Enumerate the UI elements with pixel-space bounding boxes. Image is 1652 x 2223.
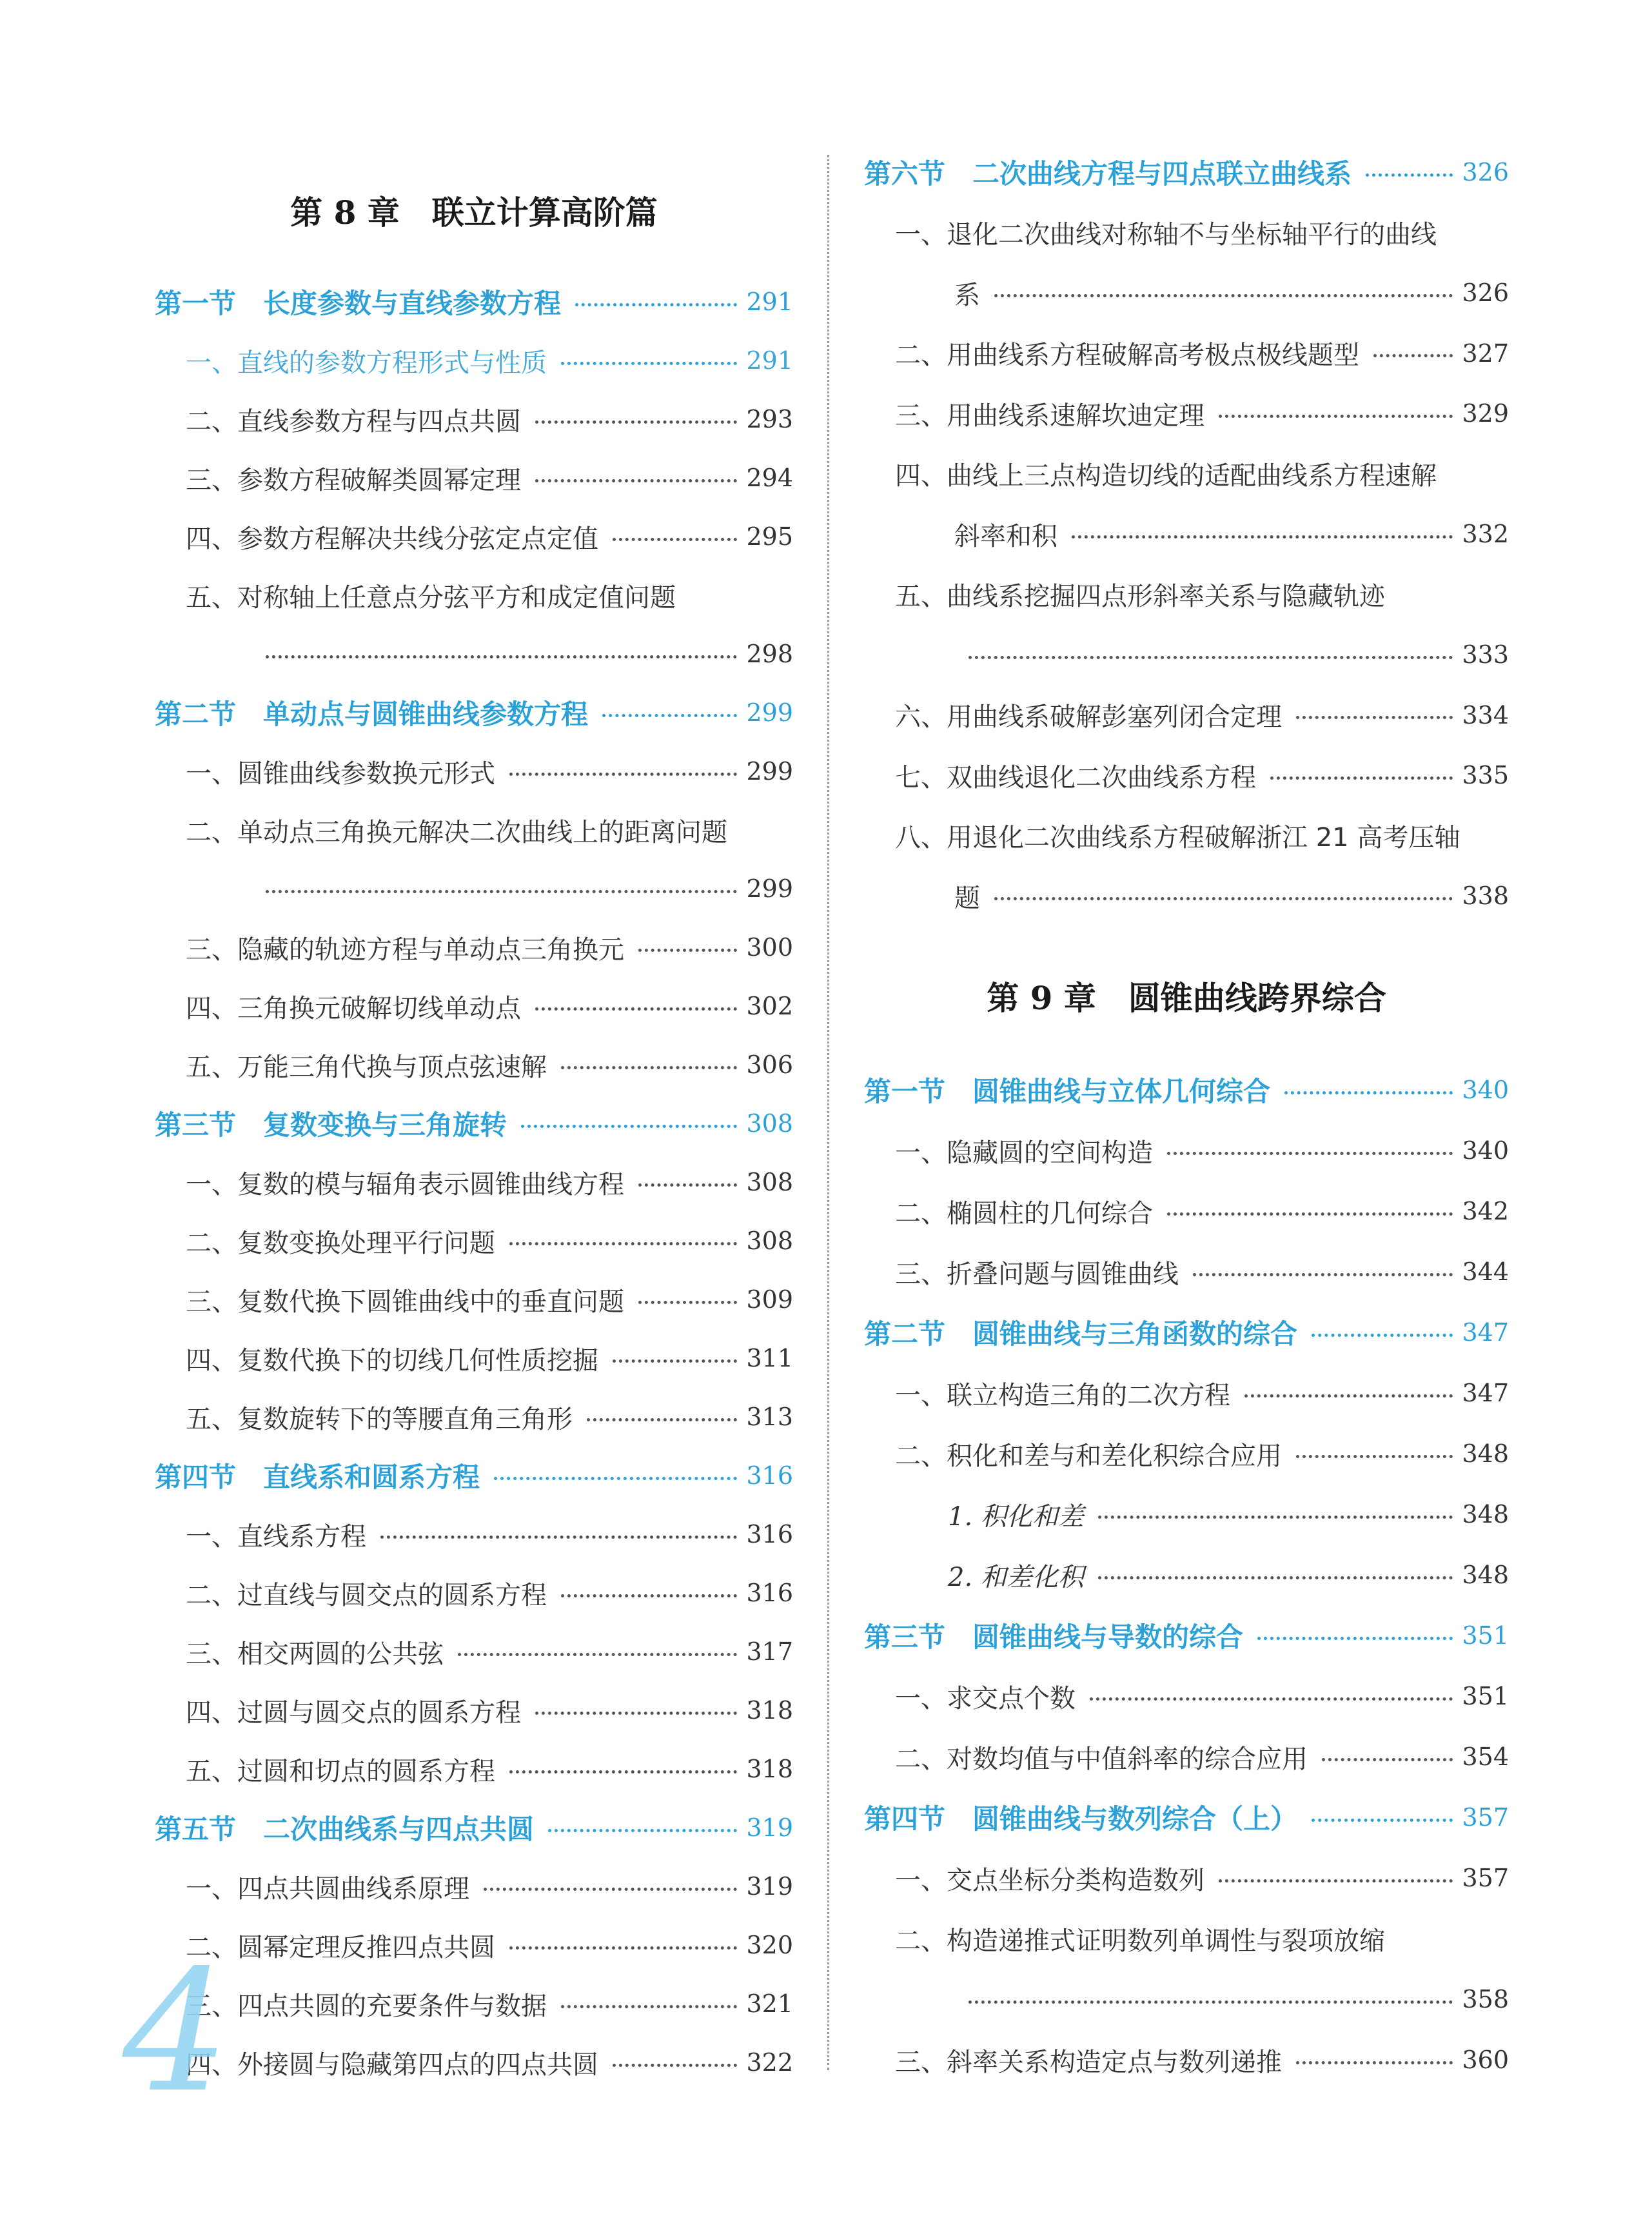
toc-page-number: 348 xyxy=(1462,1439,1509,1468)
toc-page-number: 316 xyxy=(746,1520,793,1548)
toc-entry-row[interactable] xyxy=(155,397,793,442)
toc-page-number: 342 xyxy=(1462,1197,1509,1225)
toc-entry-title: 三、参数方程破解类圆幂定理 xyxy=(186,465,521,495)
toc-entry-row[interactable] xyxy=(155,1512,793,1557)
toc-page-number: 302 xyxy=(746,992,793,1020)
dot-leader xyxy=(1098,1516,1453,1519)
toc-entry-title: 第三节 复数变换与三角旋转 xyxy=(155,1109,507,1141)
toc-section-row[interactable] xyxy=(155,1101,793,1146)
toc-entry-title: 一、求交点个数 xyxy=(895,1683,1076,1714)
dot-leader xyxy=(969,656,1453,659)
dot-leader xyxy=(1257,1637,1453,1640)
toc-entry-row[interactable] xyxy=(864,1855,1509,1901)
toc-page-number: 316 xyxy=(746,1579,793,1607)
toc-entry-title: 一、联立构造三角的二次方程 xyxy=(895,1380,1230,1410)
toc-entry-title: 一、四点共圆曲线系原理 xyxy=(186,1873,469,1904)
toc-section-row[interactable] xyxy=(155,1805,793,1850)
toc-entry-row[interactable] xyxy=(864,1249,1509,1294)
toc-page-number: 321 xyxy=(746,1990,793,2018)
toc-page-number: 316 xyxy=(746,1461,793,1490)
toc-entry-title: 四、复数代换下的切线几何性质挖掘 xyxy=(186,1345,598,1376)
dot-leader xyxy=(1270,776,1453,780)
toc-entry-row[interactable] xyxy=(155,1570,793,1615)
toc-entry-row[interactable] xyxy=(864,391,1509,436)
toc-page-number: 295 xyxy=(746,522,793,551)
toc-entry-title: 四、过圆与圆交点的圆系方程 xyxy=(186,1697,521,1728)
toc-entry-row[interactable] xyxy=(864,693,1509,738)
dot-leader xyxy=(1244,1394,1453,1398)
toc-entry-row[interactable] xyxy=(155,1394,793,1439)
dot-leader xyxy=(266,890,737,893)
toc-page-number: 300 xyxy=(746,933,793,962)
dot-leader xyxy=(1167,1152,1453,1155)
dot-leader xyxy=(1219,415,1453,418)
toc-page-number: 327 xyxy=(1462,339,1509,368)
dot-leader xyxy=(535,479,737,482)
toc-entry-title: 一、复数的模与辐角表示圆锥曲线方程 xyxy=(186,1169,624,1200)
toc-entry-row[interactable] xyxy=(155,573,793,618)
toc-entry-row[interactable] xyxy=(864,1977,1509,2022)
toc-entry-title: 三、斜率关系构造定点与数列递推 xyxy=(895,2047,1282,2077)
dot-leader xyxy=(458,1653,737,1656)
toc-page-number: 299 xyxy=(746,874,793,903)
toc-entry-row[interactable] xyxy=(155,2040,793,2085)
toc-entry-row[interactable] xyxy=(864,813,1509,858)
toc-entry-title: 六、用曲线系破解彭塞列闭合定理 xyxy=(895,702,1282,732)
toc-section-row[interactable] xyxy=(155,690,793,735)
dot-leader xyxy=(638,1301,737,1304)
toc-entry-title: 四、曲线上三点构造切线的适配曲线系方程速解 xyxy=(895,461,1437,491)
toc-page-number: 348 xyxy=(1462,1500,1509,1528)
dot-leader xyxy=(1072,535,1453,538)
toc-entry-row[interactable] xyxy=(864,331,1509,376)
toc-entry-row[interactable] xyxy=(864,1370,1509,1416)
toc-section-row[interactable] xyxy=(864,1310,1509,1355)
dot-leader xyxy=(509,1770,737,1773)
dot-leader xyxy=(1366,173,1453,177)
toc-page-number: 332 xyxy=(1462,520,1509,548)
toc-page-number: 351 xyxy=(1462,1621,1509,1650)
toc-section-row[interactable] xyxy=(864,1067,1509,1112)
toc-entry-title: 二、用曲线系方程破解高考极点极线题型 xyxy=(895,341,1359,370)
dot-leader xyxy=(509,1242,737,1245)
toc-entry-title: 第二节 单动点与圆锥曲线参数方程 xyxy=(155,698,589,730)
dot-leader xyxy=(1373,354,1453,357)
dot-leader xyxy=(1312,1819,1453,1822)
dot-leader xyxy=(587,1418,737,1421)
dot-leader xyxy=(380,1536,737,1539)
chapter-8-title: 第 8 章 联立计算高阶篇 xyxy=(290,193,658,232)
toc-entry-title: 一、直线系方程 xyxy=(186,1521,366,1552)
toc-page-number: 348 xyxy=(1462,1561,1509,1589)
toc-page-number: 354 xyxy=(1462,1743,1509,1771)
toc-page-number: 358 xyxy=(1462,1985,1509,2013)
toc-section-row[interactable] xyxy=(864,1795,1509,1840)
dot-leader xyxy=(561,2005,737,2008)
toc-entry-row[interactable] xyxy=(155,455,793,500)
toc-page-number: 308 xyxy=(746,1227,793,1255)
toc-entry-title: 二、构造递推式证明数列单调性与裂项放缩 xyxy=(895,1926,1385,1956)
toc-entry-row[interactable] xyxy=(864,873,1509,918)
dot-leader xyxy=(1296,1455,1453,1458)
toc-page-number: 291 xyxy=(746,288,793,316)
toc-entry-title: 系 xyxy=(954,280,980,310)
dot-leader xyxy=(1090,1697,1453,1701)
toc-entry-row[interactable] xyxy=(155,338,793,383)
toc-entry-row[interactable] xyxy=(155,1160,793,1205)
dot-leader xyxy=(602,714,737,717)
toc-entry-title: 二、积化和差与和差化积综合应用 xyxy=(895,1441,1282,1471)
toc-section-row[interactable] xyxy=(155,1453,793,1498)
dot-leader xyxy=(1193,1273,1453,1276)
toc-entry-title: 二、单动点三角换元解决二次曲线上的距离问题 xyxy=(186,817,727,847)
toc-page-number: 319 xyxy=(746,1872,793,1901)
dot-leader xyxy=(521,1125,737,1128)
toc-entry-row[interactable] xyxy=(155,749,793,794)
toc-page-number: 340 xyxy=(1462,1076,1509,1104)
toc-entry-row[interactable] xyxy=(864,1674,1509,1719)
dot-leader xyxy=(484,1888,737,1891)
toc-entry-title: 第二节 圆锥曲线与三角函数的综合 xyxy=(864,1318,1298,1350)
toc-entry-row[interactable] xyxy=(864,1734,1509,1779)
toc-page-number: 319 xyxy=(746,1813,793,1842)
toc-entry-title: 五、对称轴上任意点分弦平方和成定值问题 xyxy=(186,582,676,613)
toc-entry-title: 二、直线参数方程与四点共圆 xyxy=(186,406,521,437)
toc-entry-title: 五、过圆和切点的圆系方程 xyxy=(186,1756,495,1786)
toc-entry-row[interactable] xyxy=(864,270,1509,315)
toc-section-row[interactable] xyxy=(864,1613,1509,1658)
toc-entry-row[interactable] xyxy=(155,1336,793,1381)
toc-page-number: 298 xyxy=(746,640,793,668)
toc-entry-row[interactable] xyxy=(864,2037,1509,2082)
toc-entry-row[interactable] xyxy=(864,511,1509,557)
toc-page-number: 294 xyxy=(746,464,793,492)
toc-page-number: 333 xyxy=(1462,640,1509,669)
dot-leader xyxy=(535,1712,737,1715)
toc-page-number: 308 xyxy=(746,1168,793,1196)
toc-entry-row[interactable] xyxy=(864,1492,1509,1537)
toc-page-number: 309 xyxy=(746,1285,793,1314)
toc-entry-title: 1. 积化和差 xyxy=(948,1501,1084,1532)
toc-page-number: 320 xyxy=(746,1931,793,1959)
dot-leader xyxy=(638,949,737,952)
toc-page-number: 299 xyxy=(746,698,793,727)
dot-leader xyxy=(1167,1212,1453,1216)
toc-entry-title: 五、复数旋转下的等腰直角三角形 xyxy=(186,1404,573,1434)
toc-entry-row[interactable] xyxy=(155,1629,793,1674)
dot-leader xyxy=(638,1183,737,1187)
toc-entry-title: 第三节 圆锥曲线与导数的综合 xyxy=(864,1621,1244,1653)
toc-entry-row[interactable] xyxy=(155,807,793,853)
toc-entry-row[interactable] xyxy=(864,451,1509,497)
toc-entry-row[interactable] xyxy=(864,1128,1509,1173)
toc-entry-title: 八、用退化二次曲线系方程破解浙江 21 高考压轴 xyxy=(895,823,1460,853)
toc-entry-title: 七、双曲线退化二次曲线系方程 xyxy=(895,762,1256,793)
toc-entry-title: 三、相交两圆的公共弦 xyxy=(186,1639,444,1669)
dot-leader xyxy=(1312,1334,1453,1337)
dot-leader xyxy=(509,773,737,776)
toc-page-number: 308 xyxy=(746,1109,793,1138)
toc-page-number: 351 xyxy=(1462,1682,1509,1710)
toc-entry-title: 第四节 圆锥曲线与数列综合（上） xyxy=(864,1803,1298,1835)
toc-entry-row[interactable] xyxy=(864,1189,1509,1234)
toc-entry-row[interactable] xyxy=(155,1922,793,1968)
dot-leader xyxy=(994,294,1453,297)
toc-page-number: 357 xyxy=(1462,1864,1509,1892)
chapter-9-title: 第 9 章 圆锥曲线跨界综合 xyxy=(987,979,1386,1017)
toc-entry-title: 二、圆幂定理反推四点共圆 xyxy=(186,1932,495,1962)
dot-leader xyxy=(969,2001,1453,2004)
toc-entry-row[interactable] xyxy=(155,1042,793,1087)
dot-leader xyxy=(494,1477,737,1480)
toc-page-number: 313 xyxy=(746,1403,793,1431)
toc-page-number: 299 xyxy=(746,757,793,785)
toc-entry-title: 第四节 直线系和圆系方程 xyxy=(155,1461,480,1493)
toc-entry-row[interactable] xyxy=(155,1218,793,1263)
dot-leader xyxy=(613,538,737,541)
toc-entry-title: 五、曲线系挖掘四点形斜率关系与隐藏轨迹 xyxy=(895,582,1385,611)
toc-entry-title: 二、对数均值与中值斜率的综合应用 xyxy=(895,1744,1308,1774)
toc-page-number: 335 xyxy=(1462,761,1509,789)
toc-entry-row[interactable] xyxy=(155,631,793,677)
dot-leader xyxy=(266,655,737,658)
toc-page-number: 317 xyxy=(746,1637,793,1666)
dot-leader xyxy=(561,1594,737,1597)
toc-page-number: 326 xyxy=(1462,158,1509,186)
toc-page-number: 334 xyxy=(1462,700,1509,729)
toc-entry-title: 二、椭圆柱的几何综合 xyxy=(895,1198,1153,1229)
dot-leader xyxy=(575,303,737,306)
toc-section-row[interactable] xyxy=(864,150,1509,195)
toc-entry-title: 三、折叠问题与圆锥曲线 xyxy=(895,1259,1179,1289)
toc-entry-row[interactable] xyxy=(864,1916,1509,1961)
column-divider xyxy=(827,155,829,2070)
dot-leader xyxy=(994,897,1453,900)
toc-entry-title: 五、万能三角代换与顶点弦速解 xyxy=(186,1052,547,1082)
toc-page-number: 340 xyxy=(1462,1136,1509,1165)
dot-leader xyxy=(1322,1758,1453,1761)
toc-page-number: 344 xyxy=(1462,1258,1509,1286)
toc-entry-row[interactable] xyxy=(155,983,793,1029)
page-number: 4 xyxy=(123,1935,230,2129)
dot-leader xyxy=(613,1359,737,1363)
toc-entry-row[interactable] xyxy=(155,1864,793,1909)
toc-page-number: 293 xyxy=(746,405,793,433)
toc-entry-title: 一、直线的参数方程形式与性质 xyxy=(186,348,547,378)
toc-page-number: 311 xyxy=(746,1344,793,1372)
toc-entry-row[interactable] xyxy=(155,866,793,911)
toc-page-number: 338 xyxy=(1462,882,1509,910)
toc-entry-row[interactable] xyxy=(155,1688,793,1733)
toc-page-number: 306 xyxy=(746,1051,793,1079)
toc-entry-title: 第六节 二次曲线方程与四点联立曲线系 xyxy=(864,158,1352,190)
dot-leader xyxy=(535,1007,737,1011)
toc-entry-row[interactable] xyxy=(864,632,1509,677)
toc-page-number: 318 xyxy=(746,1755,793,1783)
toc-entry-title: 四、外接圆与隐藏第四点的四点共圆 xyxy=(186,2050,598,2080)
dot-leader xyxy=(561,362,737,365)
toc-entry-title: 第五节 二次曲线系与四点共圆 xyxy=(155,1813,535,1845)
dot-leader xyxy=(535,420,737,424)
dot-leader xyxy=(548,1829,737,1832)
toc-entry-row[interactable] xyxy=(155,1746,793,1792)
dot-leader xyxy=(1296,2061,1453,2064)
toc-entry-title: 三、用曲线系速解坎迪定理 xyxy=(895,400,1205,431)
toc-page-number: 291 xyxy=(746,346,793,375)
dot-leader xyxy=(1296,716,1453,719)
toc-entry-row[interactable] xyxy=(864,1552,1509,1597)
toc-entry-row[interactable] xyxy=(155,925,793,970)
toc-entry-row[interactable] xyxy=(864,572,1509,617)
toc-entry-title: 二、复数变换处理平行问题 xyxy=(186,1228,495,1258)
toc-entry-title: 一、圆锥曲线参数换元形式 xyxy=(186,758,495,789)
toc-entry-title: 二、过直线与圆交点的圆系方程 xyxy=(186,1580,547,1610)
toc-page-number: 318 xyxy=(746,1696,793,1724)
toc-entry-row[interactable] xyxy=(864,753,1509,798)
dot-leader xyxy=(509,1946,737,1950)
dot-leader xyxy=(561,1066,737,1069)
toc-entry-title: 三、隐藏的轨迹方程与单动点三角换元 xyxy=(186,934,624,965)
toc-entry-title: 一、隐藏圆的空间构造 xyxy=(895,1138,1153,1168)
toc-entry-title: 四、参数方程解决共线分弦定点定值 xyxy=(186,524,598,554)
toc-entry-row[interactable] xyxy=(155,1277,793,1322)
toc-entry-title: 题 xyxy=(954,883,980,913)
toc-page-number: 360 xyxy=(1462,2046,1509,2074)
dot-leader xyxy=(1219,1879,1453,1882)
dot-leader xyxy=(613,2064,737,2067)
toc-entry-title: 斜率和积 xyxy=(954,521,1057,551)
toc-page-number: 357 xyxy=(1462,1803,1509,1832)
toc-page-number: 326 xyxy=(1462,279,1509,307)
toc-entry-row[interactable] xyxy=(155,514,793,559)
toc-entry-title: 一、退化二次曲线对称轴不与坐标轴平行的曲线 xyxy=(895,220,1437,250)
toc-entry-title: 2. 和差化积 xyxy=(948,1562,1084,1592)
toc-entry-title: 三、四点共圆的充要条件与数据 xyxy=(186,1991,547,2021)
toc-section-row[interactable] xyxy=(155,279,793,324)
toc-entry-row[interactable] xyxy=(864,210,1509,255)
toc-page-number: 347 xyxy=(1462,1318,1509,1347)
toc-page-number: 329 xyxy=(1462,399,1509,428)
toc-entry-title: 第一节 圆锥曲线与立体几何综合 xyxy=(864,1076,1271,1107)
toc-page-number: 322 xyxy=(746,2048,793,2077)
toc-entry-title: 四、三角换元破解切线单动点 xyxy=(186,993,521,1023)
toc-entry-row[interactable] xyxy=(155,1981,793,2026)
toc-page-number: 347 xyxy=(1462,1379,1509,1407)
toc-entry-title: 第一节 长度参数与直线参数方程 xyxy=(155,288,562,319)
toc-entry-title: 三、复数代换下圆锥曲线中的垂直问题 xyxy=(186,1287,624,1317)
toc-entry-title: 一、交点坐标分类构造数列 xyxy=(895,1865,1205,1895)
toc-entry-row[interactable] xyxy=(864,1431,1509,1476)
dot-leader xyxy=(1098,1576,1453,1579)
dot-leader xyxy=(1284,1091,1453,1094)
